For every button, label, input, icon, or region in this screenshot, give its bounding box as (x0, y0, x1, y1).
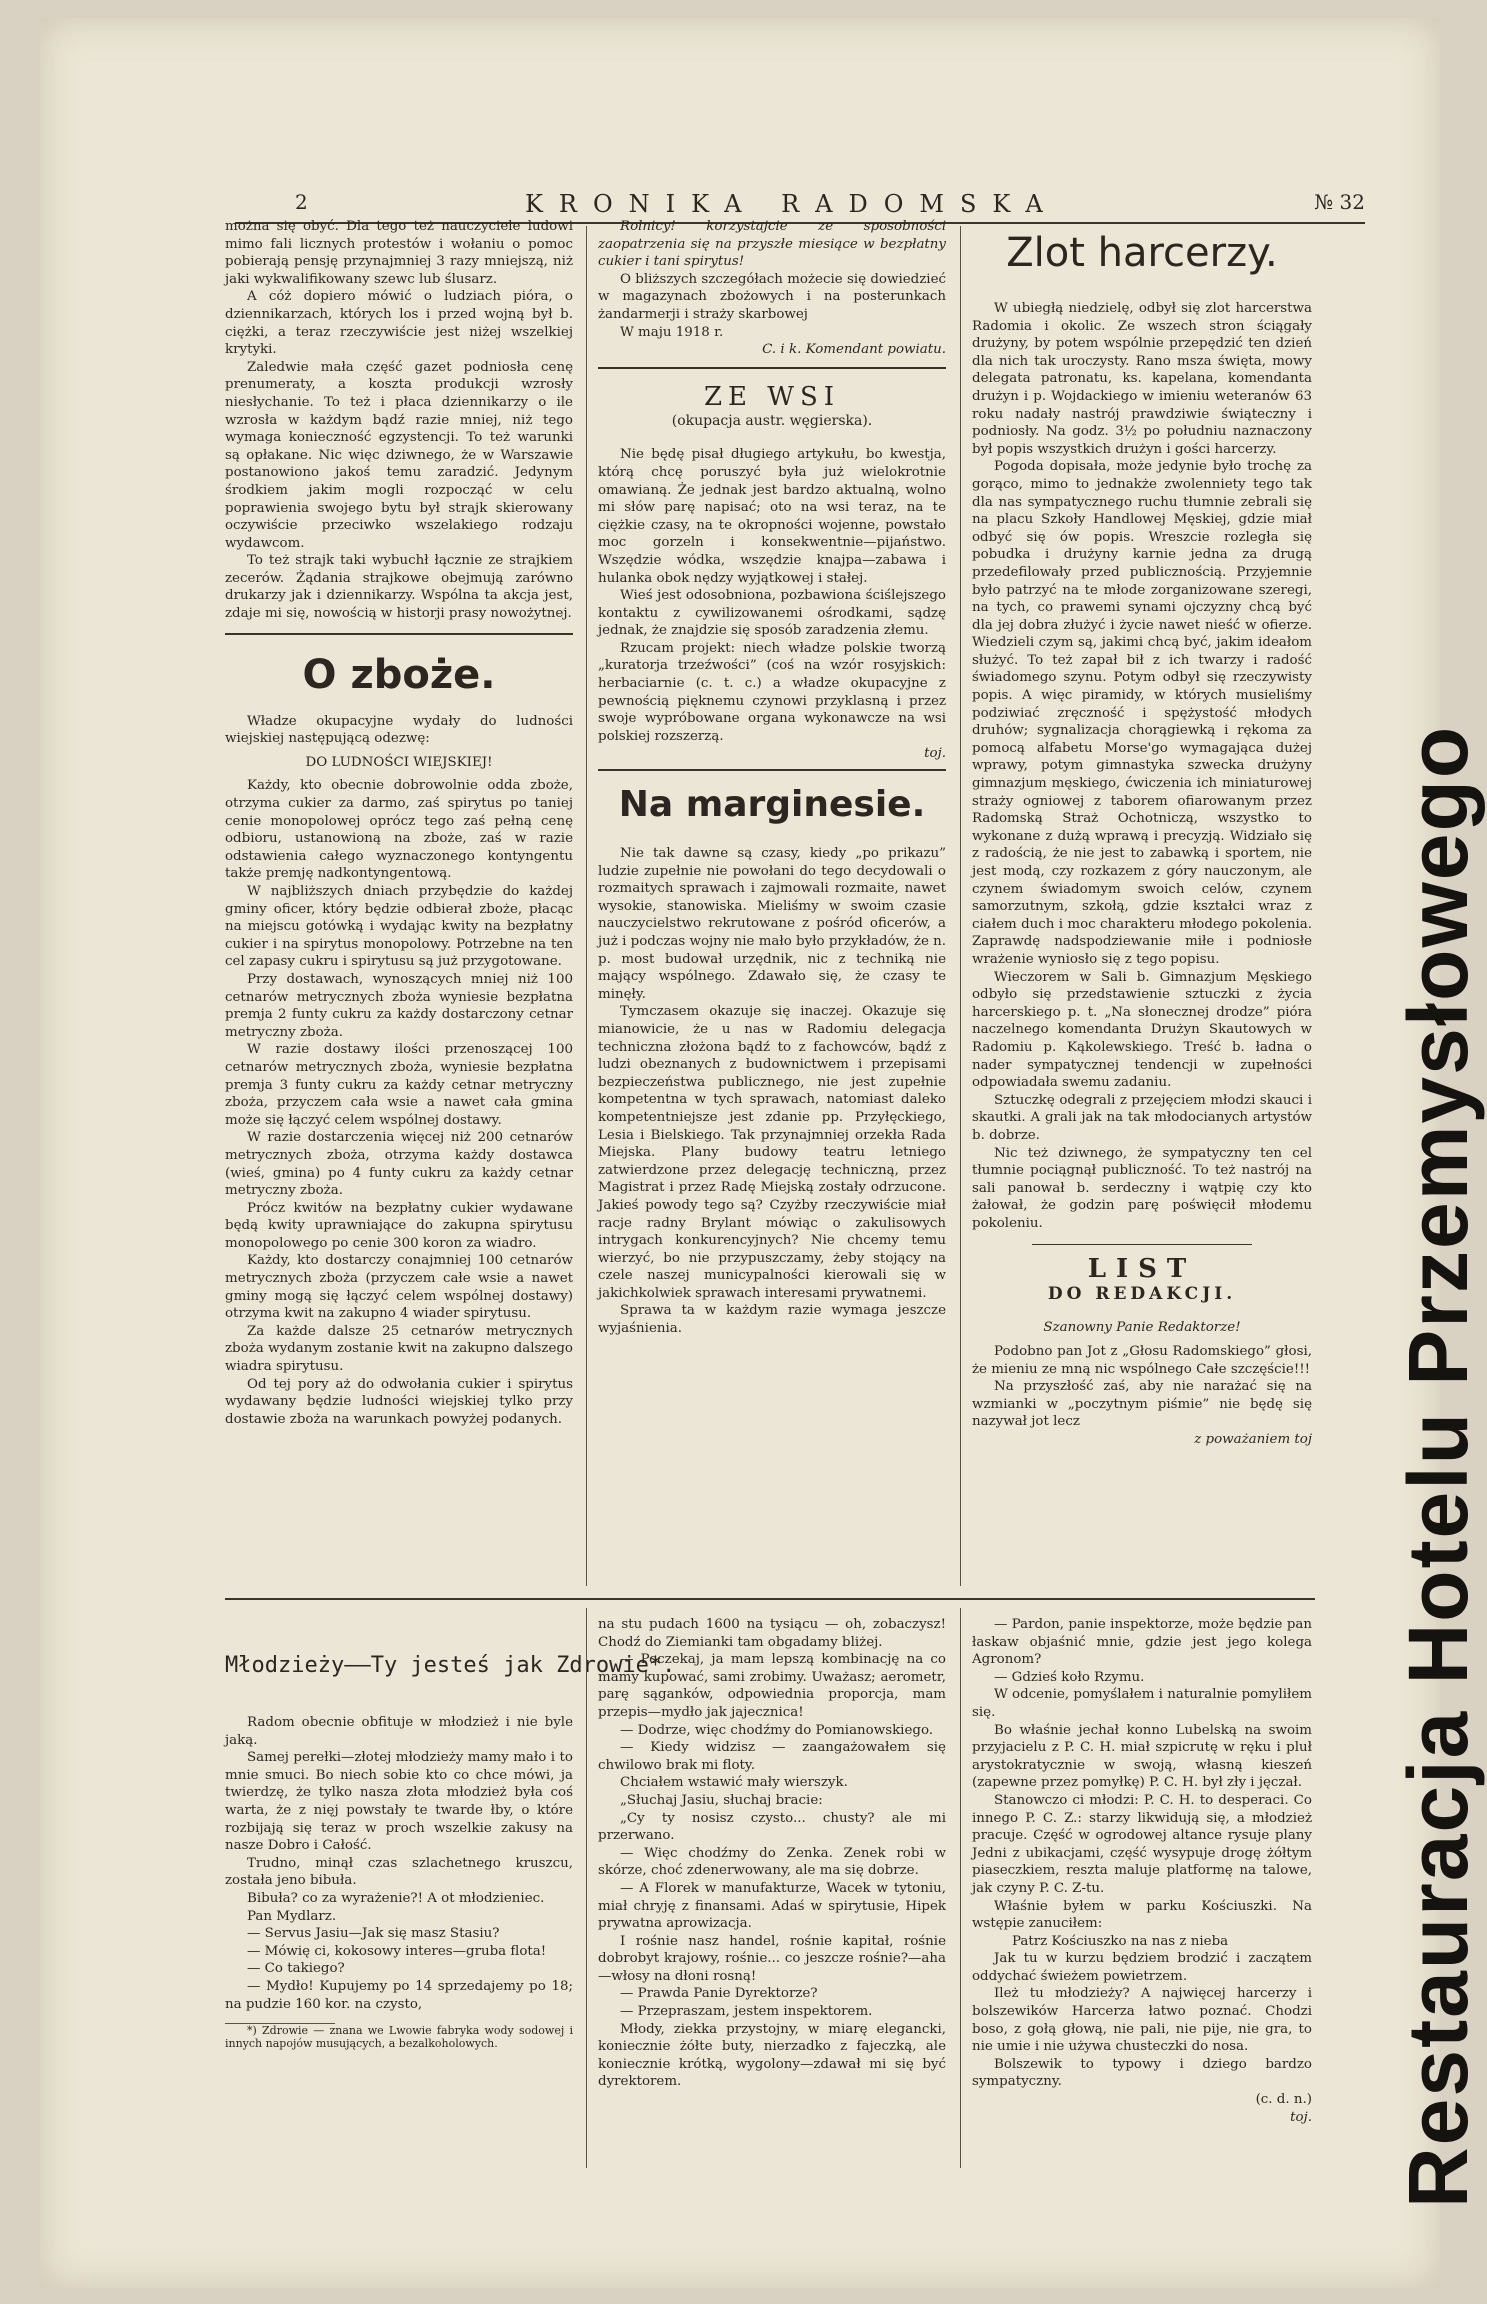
article-paragraph: — Kiedy widzisz — zaangażowałem się chwilowo brak mi floty. (598, 1740, 946, 1773)
article-paragraph: W razie dostawy ilości przenoszącej 100 cetnarów metrycznych zboża, wyniesie bezpłatna premja 3 funty cukru za każdy cetnar metryczny zboża, przyczem cała wsie a nawet cała gmina może się łączyć celem wspólnej dostawy. (225, 1042, 573, 1128)
column-divider (960, 1608, 961, 2168)
column-2 (598, 218, 946, 1338)
page-number: 2 (295, 190, 308, 214)
letter-paragraph: Podobno pan Jot z „Głosu Radomskiego” głosi, że mieniu ze mną nic wspólnego Całe szczęście!!! (972, 1344, 1312, 1377)
article-paragraph: Ileż tu młodzieży? A najwięcej harcerzy i bolszewików Harcerza łatwo poznać. Chodzi boso, z gołą głową, nie pali, nie pije, nie gra, to nie umie i nie używa chusteczki do nosa. (972, 1986, 1312, 2055)
bottom-column-2 (598, 1616, 946, 2091)
article-paragraph: W razie dostarczenia więcej niż 200 cetnarów metrycznych zboża, otrzyma każdy dostawca (wieś, gmina) po 4 funty cukru za każdy cetnar metryczny zboża. (225, 1130, 573, 1199)
newspaper-title: KRONIKA RADOMSKA (525, 190, 1059, 218)
article-paragraph: Prócz kwitów na bezpłatny cukier wydawane będą kwity uprawniające do zakupna spirytusu monopolowego po cenie 300 koron za wiadro. (225, 1200, 573, 1251)
letter-title: LIST (1087, 1254, 1197, 1285)
article-paragraph: — Mydło! Kupujemy po 14 sprzedajemy po 18; na pudzie 160 kor. na czysto, (225, 1978, 573, 2012)
divider (598, 367, 946, 369)
column-1 (225, 218, 573, 1428)
article-paragraph: Władze okupacyjne wydały do ludności wiejskiej następującą odezwę: (225, 713, 573, 747)
letter-paragraph: Na przyszłość zaś, aby nie narażać się na wzmianki w „poczytnym piśmie” nie będę się nazywał jot lecz (972, 1379, 1312, 1430)
article-paragraph: „Słuchaj Jasiu, słuchaj bracie: (620, 1792, 823, 1808)
article-paragraph: Pogoda dopisała, może jedynie było trochę za gorąco, mimo to jednakże zwolenniety tego tak dla nas sympatycznego ruchu tłumnie zebrali się na placu Szkoły Handlowej Męskiej, gdzie miał odbyć się ów popis. Wreszcie rozległa się pobudka i drużyny karnie jedna za drugą przedefilowały przed publicznością. Przyjemnie było patrzyć na te młode zorganizowane szeregi, na tych, co prawemi synami ojczyzny chcą być dla jej dobra złużyć i życie nawet nieść w ofierze. Wiedzieli czym są, jakimi chcą być, jakim ideałom służyć. To też zapał bił z ich twarzy i radość świadomego szynu. Potym odbył się rzeczywisty popis. A więc piramidy, w których musieliśmy podziwiać zręczność i spężystość młodych druhów; sygnalizacja chorągiewką i rękoma za pomocą alfabetu Morse'go wymagająca dużej wprawy, potym gimnastyka szwecka drużyny gimnazjum męskiego, ćwiczenia ich miniaturowej straży ogniowej z taborem ofiarowanym przez Radomską Straż Ochotniczą, wszystko to wykonane z dużą wprawą i precyzją. Widziało się z radością, że nie jest to zabawką i sportem, nie jest modą, czy rozkazem z góry nauczonym, ale czynem świadomym swoich celów, czynem samorzutnym, szkołą, gdzie kształci wraz z ciałem duch i moc charakteru młodego pokolenia. Zaprawdę nadspodziewanie miłe i podniosłe wrażenie wyniosło się z tego popisu. (972, 459, 1312, 967)
section-divider (225, 1598, 1315, 1600)
article-paragraph: — Mówię ci, kokosowy interes—gruba flota! (247, 1943, 547, 1959)
article-subtitle: (okupacja austr. węgierska). (671, 412, 873, 429)
article-paragraph: Nic też dziwnego, że sympatyczny ten cel tłumnie pociągnął publiczność. To też nastrój na sali panował b. serdeczny i wątpię czy kto żałował, że godzin parę poświęcił młodemu pokoleniu. (972, 1145, 1312, 1231)
article-paragraph: Stanowczo ci młodzi: P. C. H. to desperaci. Co innego P. C. Z.: starzy likwidują się, a młodzież pracuje. Część w ogrodowej altance rysuje plany Jedni z ubikacjami, część wysypuje drogę żółtym piaseczkiem, reszta maluje platformę na talowe, jak czyny P. C. Z-tu. (972, 1792, 1312, 1896)
bottom-column-3 (972, 1616, 1312, 2126)
article-paragraph: Jak tu w kurzu będziem brodzić i zaczątem oddychać świeżem powietrzem. (972, 1951, 1312, 1984)
column-divider (586, 1608, 587, 2168)
article-paragraph: Bolszewik to typowy i dziego bardzo sympatyczny. (972, 2056, 1312, 2090)
column-divider (960, 226, 961, 1586)
issue-number: № 32 (1314, 190, 1365, 214)
column-divider (586, 226, 587, 1586)
divider (225, 633, 573, 635)
article-title-ze-wsi: ZE WSI (703, 381, 841, 412)
article-paragraph: — Gdzieś koło Rzymu. (994, 1669, 1145, 1685)
article-paragraph: „Cy ty nosisz czysto... chusty? ale mi przerwano. (598, 1810, 946, 1844)
newspaper-page (40, 18, 1485, 2288)
article-signature: toj. (1290, 2109, 1312, 2125)
article-paragraph: Wieczorem w Sali b. Gimnazjum Męskiego odbyło się przedstawienie sztuczki z życia harcerskiego p. t. „Na słonecznej drodze” pióra naczelnego komendanta Drużyn Skautowych w Radomiu p. Kąkolewskiego. Treść b. ładna o nader sympatycznej tendencji w zupełności odpowiadała swemu zadaniu. (972, 969, 1312, 1091)
article-paragraph: Młody, ziekka przystojny, w miarę elegancki, koniecznie żółte buty, nierzadko z fajeczką, ale koniecznie krótką, wygolony—zdawał mi się być dyrektorem. (598, 2021, 946, 2090)
column-3 (972, 218, 1312, 1449)
divider (1032, 1244, 1252, 1245)
article-paragraph: — Servus Jasiu—Jak się masz Stasiu? (247, 1926, 500, 1942)
article-paragraph: I rośnie nasz handel, rośnie kapitał, rośnie dobrobyt krajowy, rośnie... co jeszcze rośnie?—aha—włosy na dłoni rosną! (598, 1933, 946, 1984)
article-paragraph: Wieś jest odosobniona, pozbawiona ściślejszego kontaktu z cywilizowanemi ośrodkami, sądzę jednak, że znajdzie się sposób zaradzenia złemu. (598, 588, 946, 639)
article-paragraph: W odcenie, pomyślałem i naturalnie pomyliłem się. (972, 1687, 1313, 1720)
article-paragraph: Rolnicy! korzystajcie ze sposobności zaopatrzenia się na przyszłe miesiące w bezpłatny cukier i tani spirytus! (598, 219, 946, 270)
article-paragraph: — Co takiego? (247, 1961, 345, 1977)
letter-salutation: Szanowny Panie Redaktorze! (1043, 1320, 1241, 1336)
article-paragraph: Bo właśnie jechał konno Lubelską na swoim przyjacielu z P. C. H. miał szpicrutę w ręku i pluł arystokratycznie w swoją, własną kieszeń (zapewne przez pomyłkę) P. C. H. był zły i jęczał. (972, 1722, 1312, 1791)
article-paragraph: Każdy, kto dostarczy conajmniej 100 cetnarów metrycznych zboża (przyczem całe wsie a nawet gminy mogą się łączyć celem wspólnej dostawy) otrzyma kwit na zakupno 4 wiader spirytusu. (225, 1253, 573, 1322)
article-paragraph: Przy dostawach, wynoszących mniej niż 100 cetnarów metrycznych zboża wyniesie bezpłatna premja 2 funty cukru za każdy dostarczony cetnar metryczny zboża. (225, 971, 573, 1040)
article-paragraph: W ubiegłą niedzielę, odbył się zlot harcerstwa Radomia i okolic. Ze wszech stron ściągały drużyny, by potem wspólnie przepędzić ten dzień dla nich tak uroczysty. Rano msza święta, mowy delegata patronatu, ks. kapelana, komendanta drużyn i p. Wojdackiego w imieniu weteranów 63 roku nadały nastrój prawdziwie świąteczny i podniosły. Na godz. 3½ po południu naznaczony był popis wszystkich drużyn i gości harcerzy. (972, 301, 1312, 457)
article-signature: toj. (924, 746, 946, 762)
article-title-zboze: O zboże. (302, 651, 496, 698)
article-title-zlot-harcerzy: Zlot harcerzy. (1006, 230, 1278, 276)
article-paragraph: Sprawa ta w każdym razie wymaga jeszcze wyjaśnienia. (598, 1303, 946, 1337)
article-paragraph: O bliższych szczegółach możecie się dowiedzieć w magazynach zbożowych i na posterunkach żandarmerji i straży skarbowej (598, 271, 946, 322)
continuation-note: (c. d. n.) (1255, 2092, 1312, 2108)
article-paragraph: To też strajk taki wybuchł łącznie ze strajkiem zecerów. Żądania strajkowe obejmują zarówno drukarzy jak i dziennikarzy. Wspólna ta akcja jest, zdaje mi się, nowością w historji prasy nowożytnej. (225, 553, 573, 622)
article-paragraph: — Poczekaj, ja mam lepszą kombinację na co mamy kupować, sami zrobimy. Uważasz; aerometr, parę sąganków, odpowiednia proporcja, mam przepis—mydło jak jajecznica! (598, 1652, 946, 1720)
article-paragraph: Bibuła? co za wyrażenie?! A ot młodzieniec. (247, 1890, 545, 1906)
poem-line: Patrz Kościuszko na nas z nieba (1012, 1933, 1229, 1949)
article-paragraph: Za każde dalsze 25 cetnarów metrycznych zboża wydanym zostanie kwit na zakupno dalszego wiadra spirytusu. (225, 1323, 573, 1375)
divider (598, 769, 946, 771)
notice-date: W maju 1918 r. (620, 324, 724, 340)
article-paragraph: Właśnie byłem w parku Kościuszki. Na wstępie zanuciłem: (972, 1898, 1312, 1932)
article-paragraph: Samej perełki—złotej młodzieży mamy mało i to mnie smuci. Bo niech sobie kto co chce mówi, ja twierdzę, że tylko nasza złota młodzież była coś warta, że z nięj powstały te twarde łby, o które rozbijają się teraz w proch wszelkie zakusy na nasze Dobro i Całość. (225, 1750, 573, 1854)
article-paragraph: Pan Mydlarz. (247, 1908, 337, 1924)
notice-signature: C. i k. Komendant powiatu. (762, 342, 946, 358)
article-paragraph: na stu pudach 1600 na tysiącu — oh, zobaczysz! Chodź do Ziemianki tam obgadamy bliżej. (598, 1617, 946, 1650)
article-paragraph: Sztuczkę odegrali z przejęciem młodzi skauci i skautki. A grali jak na tak młodocianych artystów b. dobrze. (972, 1092, 1312, 1143)
article-paragraph: — Przepraszam, jestem inspektorem. (620, 2004, 873, 2020)
article-paragraph: — Prawda Panie Dyrektorze? (620, 1986, 818, 2002)
article-paragraph: W najbliższych dniach przybędzie do każdej gminy oficer, który będzie odbierał zboże, płacąc na miejscu gotówką i wydając kwity na bezpłatny cukier i na spirytus monopolowy. Potrzebne na ten cel zapasy cukru i spirytusu są już przygotowane. (225, 884, 573, 970)
article-paragraph: Rzucam projekt: niech władze polskie tworzą „kuratorja trzeźwości” (coś na wzór rosyjskich: herbaciarnie (c. t. c.) a władze okupacyjne z pewnością pięknemu czynowi przyklasną i przez swoje wypróbowane organa wykonawcze na wsi polskiej rozszerzą. (598, 640, 946, 744)
article-paragraph: Tymczasem okazuje się inaczej. Okazuje się mianowicie, że u nas w Radomiu delegacja techniczna złożona bądź to z fachowców, bądź z ludzi obeznanych z budownictwem i przepisami bezpieczeństwa publicznego, nie jest zupełnie kompetentna w tych sprawach, natomiast daleko kompetentniejsze jest zdanie pp. Przyłęckiego, Lesia i Bielskiego. Tak przynajmniej orzekła Rada Miejska. Plany budowy teatru letniego zatwierdzone przez delegację techniczną, przez Magistrat i przez Radę Miejską zostały odrzucone. Jakieś powody tego są? Czyżby rzeczywiście miał racje radny Brylant mówiąc o zakulisowych intrygach konkurencyjnych? Nie chcemy temu wierzyć, bo nie przypuszczamy, żeby stojący na czele naszej municypalności kierowali się w jakichkolwiek sprawach interesami prywatnemi. (598, 1004, 946, 1301)
article-paragraph: Od tej pory aż do odwołania cukier i spirytus wydawany będzie ludności wiejskiej tylko przy dostawie zboża na warunkach powyżej podanych. (225, 1376, 573, 1427)
letter-signature: z poważaniem toj (1194, 1432, 1312, 1448)
article-paragraph: — Dodrze, więc chodźmy do Pomianowskiego. (620, 1722, 934, 1738)
article-paragraph: Zaledwie mała część gazet podniosła cenę prenumeraty, a koszta produkcji wzrosły niesłychanie. To też i płaca dziennikarzy o ile wzrosła w każdym bądź razie mniej, niż tego wymaga konieczność egzystencji. To też warunki są opłakane. Nic więc dziwnego, że w Warszawie postanowiono jakoś temu zaradzić. Jedynym środkiem jakim mogli rozpocząć w celu poprawienia swojego bytu był strajk skierowany oczywiście przeciwko wszelakiego rodzaju wydawcom. (225, 359, 573, 551)
article-paragraph: Trudno, minął czas szlachetnego kruszcu, została jeno bibuła. (225, 1855, 573, 1889)
article-paragraph: Nie będę pisał długiego artykułu, bo kwestja, którą chcę poruszyć była już wielokrotnie omawianą. Że jednak jest bardzo aktualną, wolno mi słów parę napisać; oto na wsi teraz, na te ciężkie czasy, na te okropności wojenne, powstało moc gorzeln i konsekwentnie—pijaństwo. Wszędzie wódka, wszędzie knajpa—zabawa i hulanka obok nędzy wyjątkowej i stałej. (598, 447, 946, 586)
article-paragraph: Nie tak dawne są czasy, kiedy „po prikazu” ludzie zupełnie nie powołani do tego decydowali o rozmaitych sprawach i zajmowali rozmaite, nawet wysokie, stanowiska. Mieliśmy w swoim czasie nauczycielstwo rekrutowane z pośród oficerów, a już i podczas wojny nie mało było przykładów, że n. p. most budował urzędnik, nic z techniką nie mający wspólnego. Zdawało się, że czasy te minęły. (598, 846, 947, 1002)
proclamation-heading: DO LUDNOŚCI WIEJSKIEJ! (305, 754, 493, 770)
adjacent-page-strip (1370, 58, 1485, 2298)
article-title-mlodziezy: Młodzieży——Ty jesteś jak Zdrowie*. (225, 1653, 676, 1678)
bottom-column-1 (225, 1616, 676, 2051)
article-paragraph: można się obyć. Dla tego też nauczyciele ludowi mimo fali licznych protestów i wołaniu o pomoc pobierają pensję przynajmniej 3 razy mniejszą, niż jaki wykwalifikowany szewc lub ślusarz. (225, 219, 573, 287)
article-paragraph: Chciałem wstawić mały wierszyk. (620, 1775, 848, 1791)
footnote: *) Zdrowie — znana we Lwowie fabryka wody sodowej i innych napojów musujących, a bezalkoholowych. (225, 2024, 573, 2051)
article-title-na-marginesie: Na marginesie. (618, 784, 926, 826)
article-paragraph: — A Florek w manufakturze, Wacek w tytoniu, miał chryję z finansami. Adaś w spirytusie, Hipek prywatna aprowizacja. (598, 1880, 946, 1932)
vertical-advert-text: Restauracja Hotelu Przemysłowego (1391, 724, 1485, 2208)
article-paragraph: — Pardon, panie inspektorze, może będzie pan łaskaw objaśnić mnie, gdzie jest jego kolega Agronom? (972, 1617, 1312, 1668)
article-paragraph: Radom obecnie obfituje w młodzież i nie byle jaką. (225, 1715, 573, 1748)
letter-subtitle: DO REDAKCJI. (1047, 1284, 1237, 1305)
article-paragraph: — Więc chodźmy do Zenka. Zenek robi w skórze, choć zdenerwowany, ale ma się dobrze. (598, 1845, 946, 1879)
article-paragraph: A cóż dopiero mówić o ludziach pióra, o dziennikarzach, których los i przed wojną był b. ciężki, a teraz rzeczywiście jest niżej wszelkiej krytyki. (225, 289, 573, 358)
article-paragraph: Każdy, kto obecnie dobrowolnie odda zboże, otrzyma cukier za darmo, zaś spirytus po taniej cenie monopolowej oprócz tego zaś pełną cenę odbioru, ustanowioną na zboże, zaś w razie odstawienia całego wyznaczonego kontyngentu także premję nadkontyngentową. (225, 778, 573, 882)
